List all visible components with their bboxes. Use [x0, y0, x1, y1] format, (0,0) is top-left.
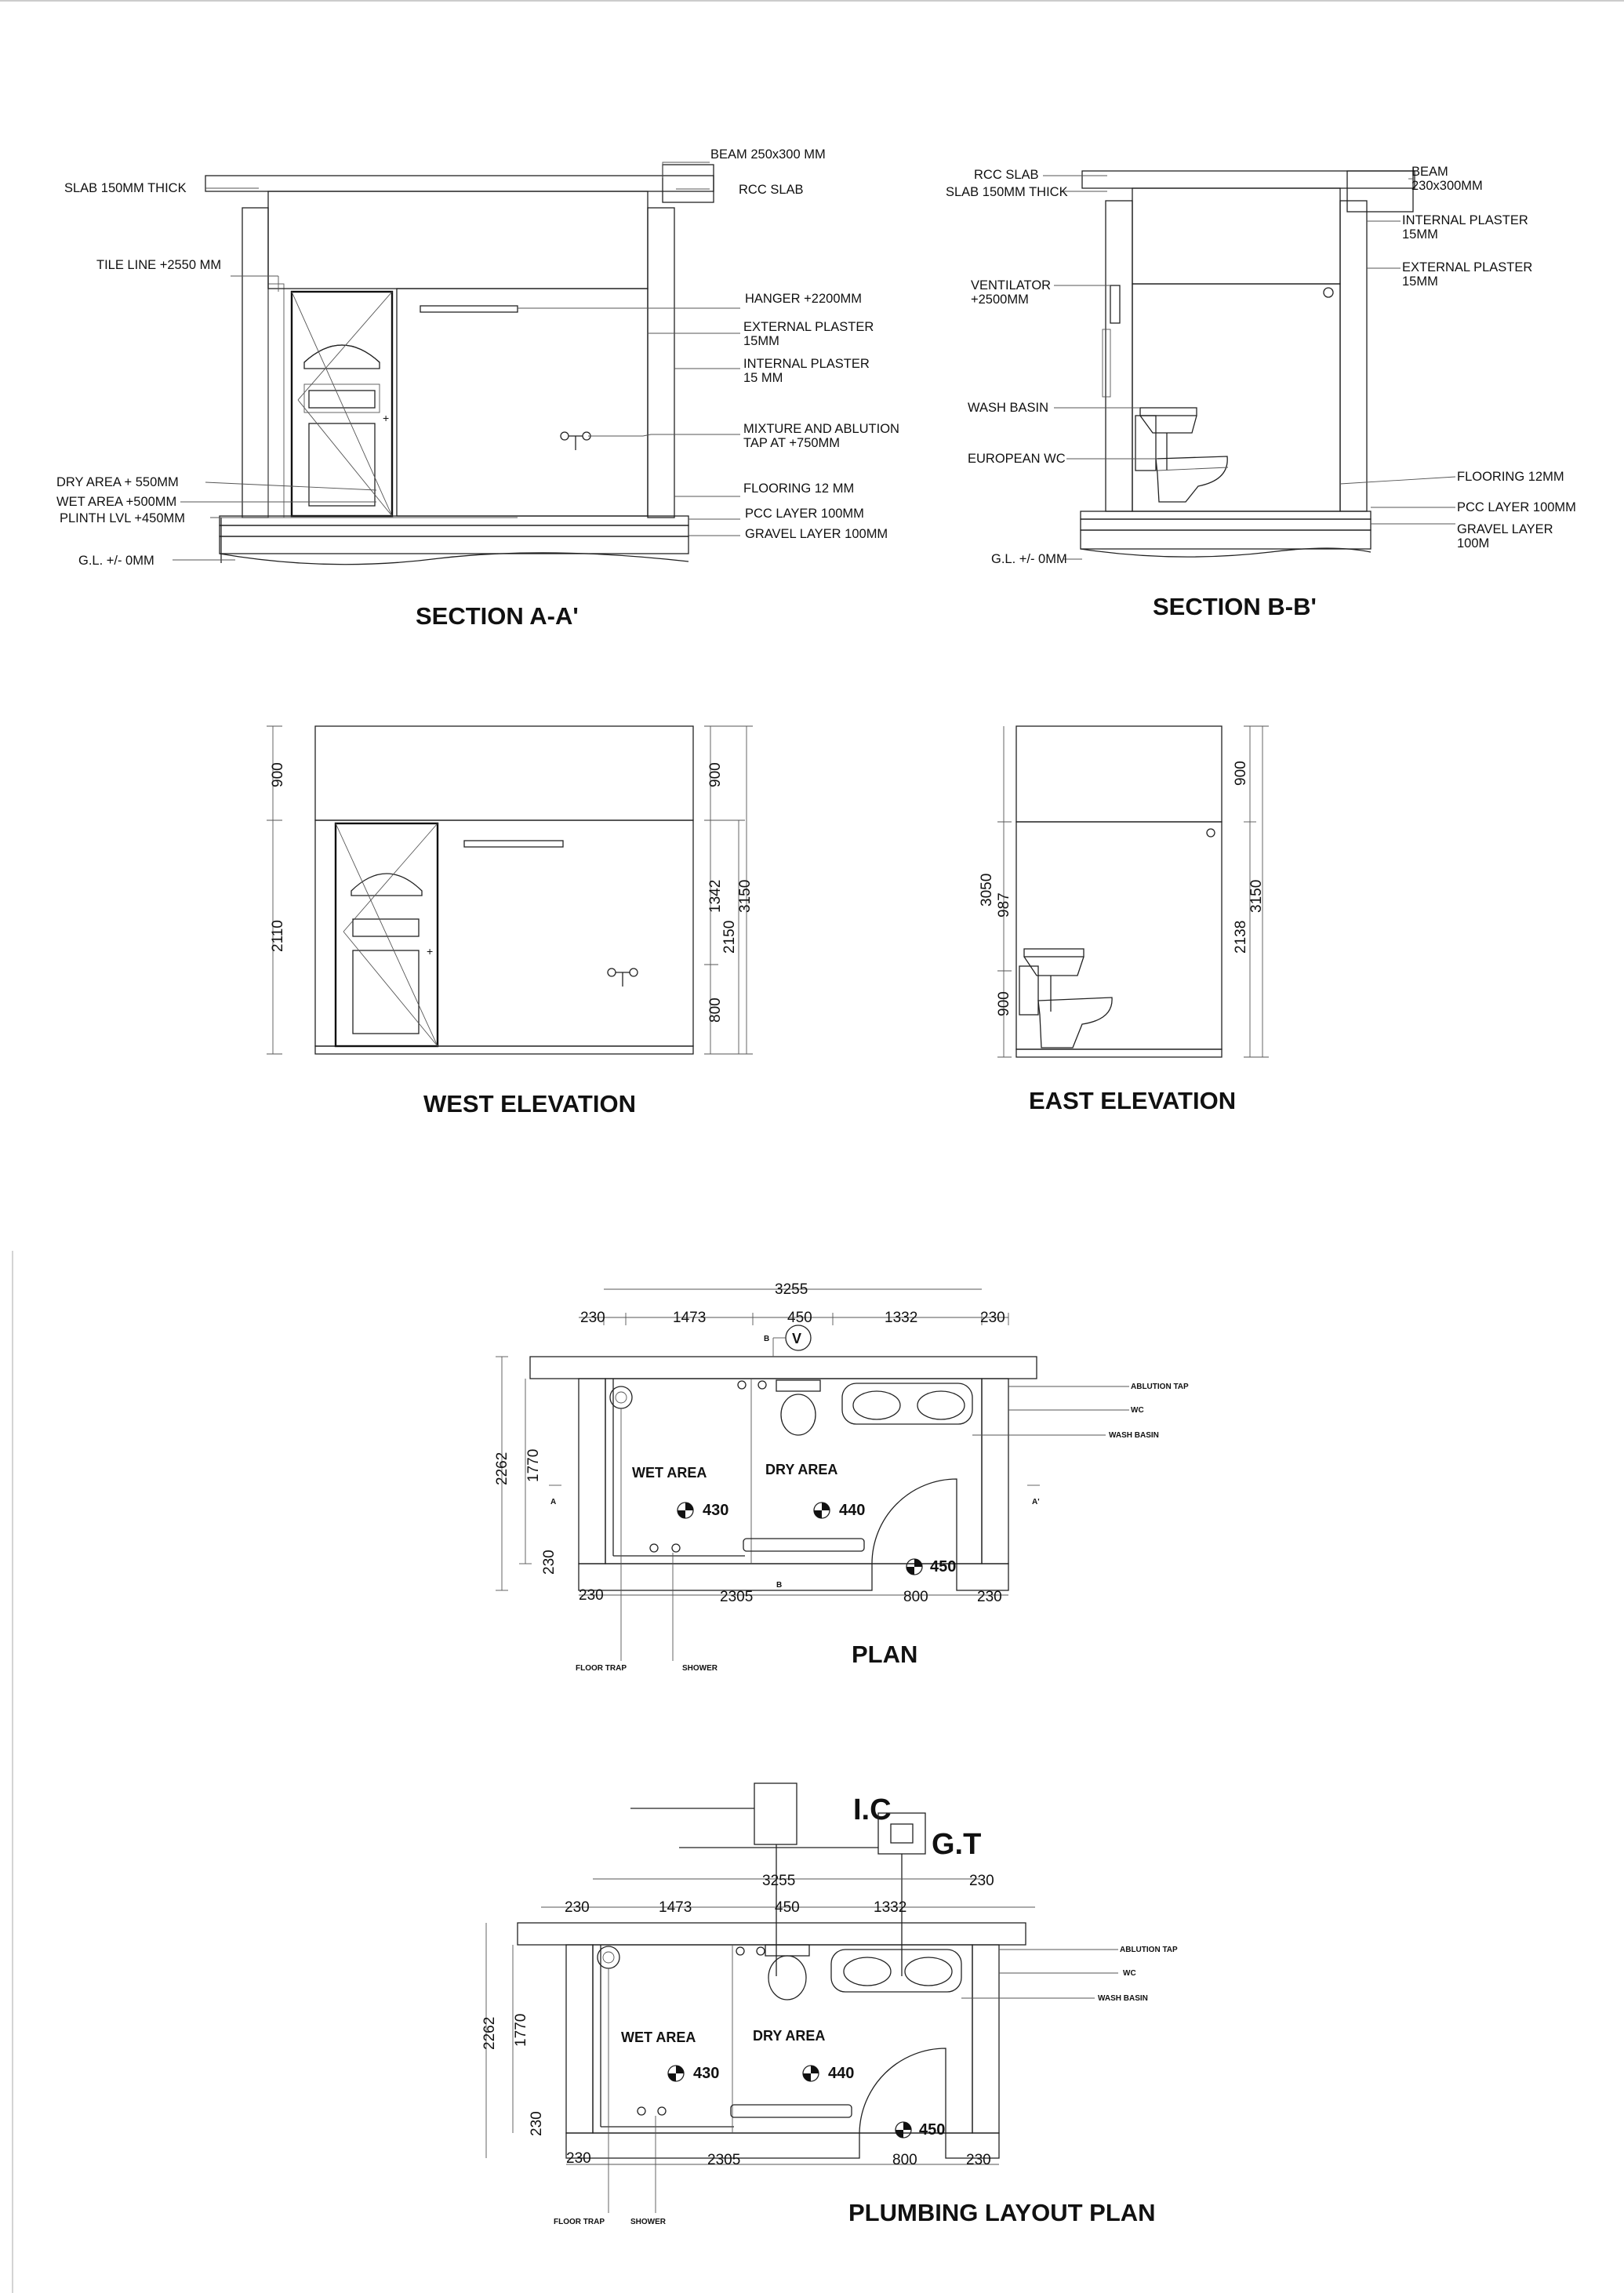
plan-level-wet: 430 — [703, 1502, 729, 1519]
section-a-a-title: SECTION A-A' — [416, 602, 579, 630]
ic-label: I.C — [853, 1793, 892, 1826]
label-slab-b: SLAB 150MM THICK — [946, 185, 1068, 199]
dim-west-right-top: 900 — [707, 762, 724, 787]
label-beam-b: BEAM — [1411, 165, 1448, 179]
label-int-plaster-b-2: 15MM — [1402, 227, 1438, 242]
label-beam-b-2: 230x300MM — [1411, 179, 1483, 193]
plan-dim-bot-d: 230 — [977, 1589, 1002, 1605]
plumb-room-dry: DRY AREA — [753, 2028, 826, 2044]
label-flooring: FLOORING 12 MM — [743, 481, 855, 496]
plumb-legend-trap: FLOOR TRAP — [554, 2218, 605, 2226]
plumb-legend-shower: SHOWER — [630, 2218, 666, 2226]
label-hanger: HANGER +2200MM — [745, 292, 863, 306]
label-dry-area: DRY AREA + 550MM — [56, 475, 179, 489]
plan-legend-wc: WC — [1131, 1406, 1144, 1415]
gt-label: G.T — [932, 1828, 982, 1861]
plan-dim-e: 230 — [980, 1310, 1005, 1326]
plumbing-title: PLUMBING LAYOUT PLAN — [848, 2199, 1156, 2226]
label-int-plaster: INTERNAL PLASTER — [743, 357, 870, 371]
dim-east-total: 3150 — [1248, 879, 1265, 913]
dim-west-right-low: 800 — [707, 998, 724, 1023]
dim-east-right-mid: 2138 — [1233, 920, 1249, 954]
label-gl-b: G.L. +/- 0MM — [991, 552, 1067, 566]
plan-marker-a2: A' — [1032, 1498, 1040, 1506]
plan-marker-a: A — [550, 1498, 557, 1506]
plan-legend-ablution: ABLUTION TAP — [1131, 1383, 1189, 1391]
plumb-dim-left-mid: 1770 — [513, 2013, 529, 2047]
label-int-plaster-b: INTERNAL PLASTER — [1402, 213, 1528, 227]
plan-title: PLAN — [852, 1641, 918, 1668]
plumb-level-door: 450 — [919, 2121, 946, 2139]
plumb-level-wet: 430 — [693, 2065, 720, 2082]
label-pcc: PCC LAYER 100MM — [745, 507, 864, 521]
plan-legend-trap: FLOOR TRAP — [576, 1664, 627, 1673]
label-int-plaster-2: 15 MM — [743, 371, 783, 385]
label-wet-area: WET AREA +500MM — [56, 495, 177, 509]
plumb-room-wet: WET AREA — [621, 2030, 696, 2045]
plumb-dim-left-low: 230 — [529, 2111, 545, 2136]
plan-dim-a: 230 — [580, 1310, 605, 1326]
plumb-dim-d: 1332 — [874, 1899, 907, 1916]
plan-room-dry: DRY AREA — [765, 1462, 838, 1477]
dim-west-left-top: 900 — [270, 762, 286, 787]
label-ventilator: VENTILATOR — [971, 278, 1052, 293]
plumb-dim-bot-c: 800 — [892, 2152, 917, 2168]
plan-dim-b: 1473 — [673, 1310, 707, 1326]
plan-legend-basin: WASH BASIN — [1109, 1431, 1159, 1440]
label-gravel-b: GRAVEL LAYER — [1457, 522, 1553, 536]
dim-east-left-low: 900 — [996, 991, 1012, 1016]
plumb-legend-basin: WASH BASIN — [1098, 1994, 1148, 2003]
svg-text:+: + — [427, 945, 434, 958]
dim-west-right-mid: 1342 — [707, 879, 724, 913]
plan-dim-bot-b: 2305 — [720, 1589, 754, 1605]
label-mixture-2: TAP AT +750MM — [743, 436, 841, 450]
dim-east-left-total: 3050 — [979, 873, 995, 907]
plan-level-dry: 440 — [839, 1502, 866, 1519]
label-ext-plaster-b: EXTERNAL PLASTER — [1402, 260, 1533, 274]
label-slab: SLAB 150MM THICK — [64, 181, 187, 195]
label-rcc-slab-b: RCC SLAB — [974, 168, 1039, 182]
label-gravel: GRAVEL LAYER 100MM — [745, 527, 888, 541]
plan-dim-overall: 3255 — [775, 1281, 808, 1298]
east-elevation-title: EAST ELEVATION — [1029, 1087, 1237, 1114]
plan-room-wet: WET AREA — [632, 1465, 707, 1481]
label-gl: G.L. +/- 0MM — [78, 554, 154, 568]
plan-marker-b-top: B — [764, 1335, 770, 1343]
plan-marker-b: B — [776, 1581, 783, 1590]
plan-level-door: 450 — [930, 1558, 957, 1575]
label-tile-line: TILE LINE +2550 MM — [96, 258, 222, 272]
plan-dim-left-total: 2262 — [494, 1452, 510, 1485]
plumb-dim-a: 230 — [565, 1899, 590, 1916]
plumb-dim-bot-b: 2305 — [707, 2152, 741, 2168]
plumb-level-dry: 440 — [828, 2065, 855, 2082]
label-ventilator-2: +2500MM — [971, 293, 1029, 307]
label-pcc-b: PCC LAYER 100MM — [1457, 500, 1576, 514]
svg-text:+: + — [383, 412, 390, 424]
label-plinth: PLINTH LVL +450MM — [60, 511, 186, 525]
label-ext-plaster: EXTERNAL PLASTER — [743, 320, 874, 334]
plan-dim-bot-c: 800 — [903, 1589, 928, 1605]
label-flooring-b: FLOORING 12MM — [1457, 470, 1564, 484]
plumb-legend-wc: WC — [1123, 1969, 1136, 1978]
plumb-dim-bot-a: 230 — [566, 2150, 591, 2167]
label-ext-plaster-2: 15MM — [743, 334, 779, 348]
plan-dim-c: 450 — [787, 1310, 812, 1326]
plumb-dim-left-total: 2262 — [481, 2016, 498, 2050]
plumb-dim-overall: 3255 — [762, 1873, 796, 1889]
section-b-b-title: SECTION B-B' — [1153, 593, 1317, 620]
plan-dim-left-mid: 1770 — [525, 1448, 542, 1482]
dim-west-right-span: 2150 — [721, 920, 738, 954]
dim-east-right-top: 900 — [1233, 761, 1249, 786]
label-rcc-slab: RCC SLAB — [739, 183, 804, 197]
label-ext-plaster-b-2: 15MM — [1402, 274, 1438, 289]
plumb-dim-c: 450 — [775, 1899, 800, 1916]
dim-east-left-mid: 987 — [996, 892, 1012, 918]
label-wash-basin: WASH BASIN — [968, 401, 1048, 415]
plumb-dim-b: 1473 — [659, 1899, 692, 1916]
plan-legend-shower: SHOWER — [682, 1664, 718, 1673]
plumb-dim-overall-e: 230 — [969, 1873, 994, 1889]
label-european-wc: EUROPEAN WC — [968, 452, 1066, 466]
plan-dim-left-low: 230 — [541, 1550, 558, 1575]
west-elevation-title: WEST ELEVATION — [423, 1090, 636, 1117]
plan-dim-d: 1332 — [885, 1310, 918, 1326]
plan-dim-bot-a: 230 — [579, 1587, 604, 1604]
plumb-dim-bot-d: 230 — [966, 2152, 991, 2168]
label-mixture: MIXTURE AND ABLUTION — [743, 422, 899, 436]
plumb-legend-ablution: ABLUTION TAP — [1120, 1946, 1178, 1954]
label-beam: BEAM 250x300 MM — [710, 147, 826, 162]
label-gravel-b-2: 100M — [1457, 536, 1490, 551]
dim-west-left-bottom: 2110 — [270, 920, 286, 952]
dim-west-total: 3150 — [737, 879, 754, 913]
plan-marker-v: V — [792, 1331, 802, 1346]
